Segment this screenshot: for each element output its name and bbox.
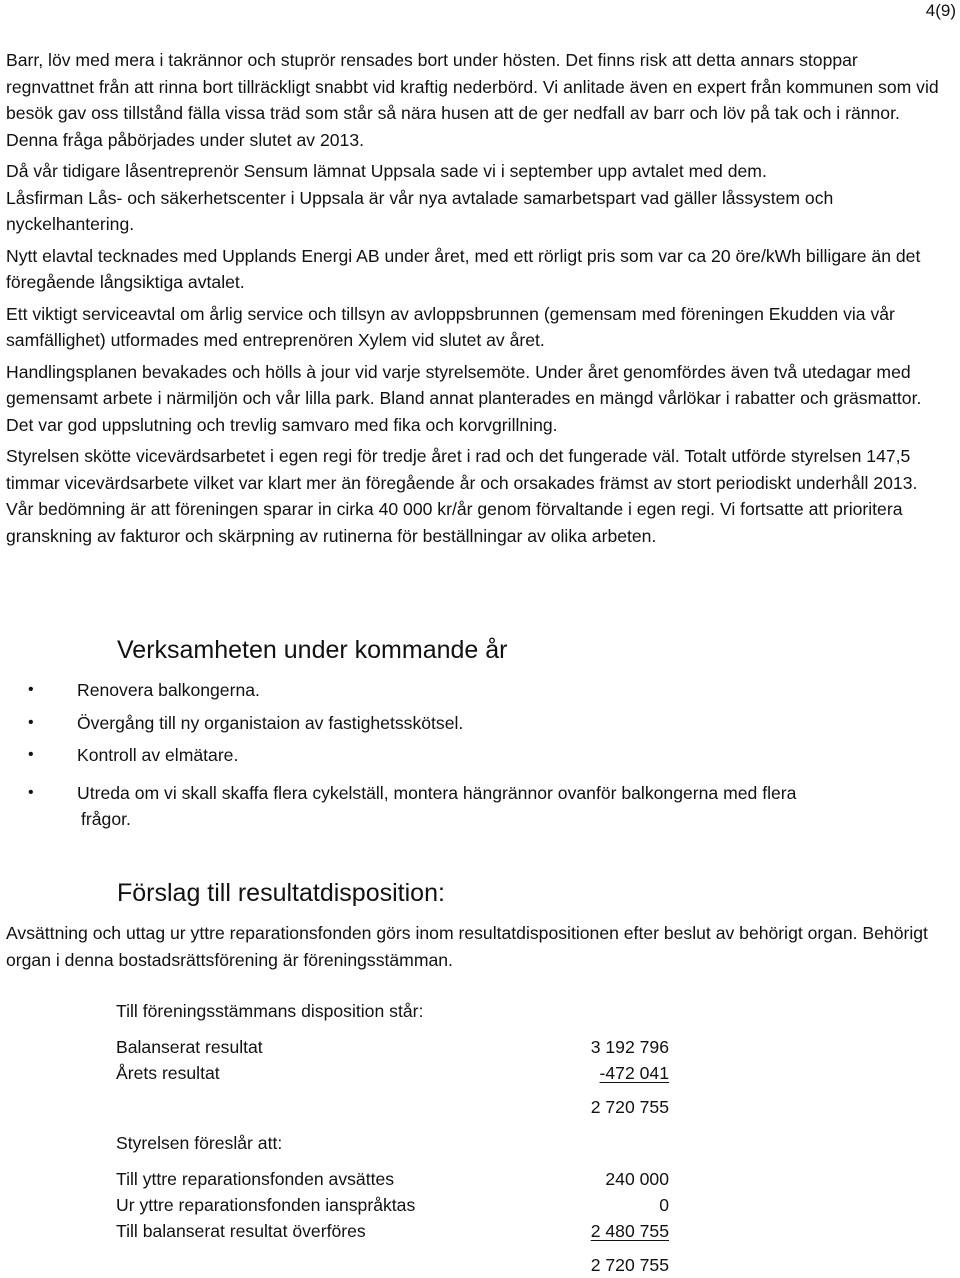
list-item bbox=[0, 742, 940, 769]
bullet-icon: • bbox=[28, 783, 34, 801]
fund-withdrawal-value: 0 bbox=[659, 1195, 669, 1215]
table-row bbox=[116, 1166, 676, 1192]
plans-list bbox=[0, 677, 940, 833]
paragraph-disposition-info: Avsättning och uttag ur yttre reparationsfonden görs inom resultatdispositionen efter beslut av behörigt organ. Behörigt organ i denna bostadsrättsförening är föreningsstämman. bbox=[6, 923, 928, 970]
paragraph-electricity: Nytt elavtal tecknades med Upplands Energi AB under året, med ett rörligt pris som var ca 20 öre/kWh billigare än det föregående långsiktiga avtalet. bbox=[6, 245, 921, 292]
paragraph-action-plan: Handlingsplanen bevakades och hölls à jour vid varje styrelsemöte. Under året genomfördes även två utedagar med gemensamt arbete i närmiljön och vår lilla park. Bland annat planterades en mängd vårlökar i rabatter och gräsmattor. Det var god uppslutning och trevlig samvaro med fika och korvgrillning. bbox=[6, 361, 922, 435]
bullet-icon: • bbox=[28, 681, 34, 698]
fund-allocation-value: 240 000 bbox=[605, 1169, 669, 1189]
board-proposal-title: Styrelsen föreslår att: bbox=[116, 1133, 283, 1153]
table-row bbox=[116, 1218, 676, 1244]
list-item-text: Övergång till ny organistaion av fastighetsskötsel. bbox=[77, 712, 464, 733]
bullet-icon: • bbox=[28, 713, 34, 731]
list-item-text: Renovera balkongerna. bbox=[77, 680, 260, 700]
disposition-table bbox=[116, 1034, 676, 1120]
paragraph-lock-company: Låsfirman Lås- och säkerhetscenter i Uppsala är vår nya avtalade samarbetspart vad gäller låssystem och nyckelhantering. bbox=[6, 187, 834, 234]
year-result-value: -472 041 bbox=[599, 1063, 669, 1083]
balanced-result-value: 3 192 796 bbox=[590, 1037, 669, 1057]
heading-coming-year: Verksamheten under kommande år bbox=[117, 636, 508, 664]
paragraph-lock-contractor: Då vår tidigare låsentreprenör Sensum lämnat Uppsala sade vi i september upp avtalet med dem. bbox=[6, 161, 767, 181]
year-result-label: Årets resultat bbox=[116, 1063, 220, 1083]
list-item-text-continuation: frågor. bbox=[81, 809, 131, 829]
paragraph-service-agreement: Ett viktigt serviceavtal om årlig service och tillsyn av avloppsbrunnen (gemensam med föreningen Ekudden via vår samfällighet) utformades med entreprenören Xylem vid slutet av året. bbox=[6, 303, 895, 350]
fund-allocation-label: Till yttre reparationsfonden avsättes bbox=[116, 1169, 395, 1189]
bullet-icon: • bbox=[28, 746, 34, 763]
table-row bbox=[116, 1060, 676, 1086]
paragraph-caretaker-work: Styrelsen skötte vicevärdsarbetet i egen regi för tredje året i rad och det fungerade väl. Totalt utförde styrelsen 147,5 timmar vicevärdsarbete vilket var klart mer än föregående år och orsakades främst av stort periodiskt underhåll 2013. Vår bedömning är att föreningen sparar in cirka 40 000 kr/år genom förvaltande i egen regi. Vi fortsatte att prioritera granskning av fakturor och skärpning av rutinerna för beställningar av olika arbeten. bbox=[6, 446, 918, 546]
carry-forward-value: 2 480 755 bbox=[590, 1221, 669, 1241]
balanced-result-label: Balanserat resultat bbox=[116, 1037, 263, 1057]
table-row bbox=[116, 1034, 676, 1060]
carry-forward-label: Till balanserat resultat överföres bbox=[116, 1221, 366, 1241]
activity-report-text bbox=[6, 47, 946, 549]
disposition-title: Till föreningsstämmans disposition står: bbox=[116, 1001, 424, 1021]
list-item bbox=[0, 710, 940, 737]
page-number: 4(9) bbox=[925, 1, 956, 20]
list-item bbox=[0, 780, 940, 833]
proposal-table bbox=[116, 1166, 676, 1278]
table-row bbox=[116, 1192, 676, 1218]
total-value: 2 720 755 bbox=[590, 1255, 669, 1275]
list-item-text: Utreda om vi skall skaffa flera cykelställ, montera hängrännor ovanför balkongerna med flera bbox=[77, 782, 797, 803]
list-item bbox=[0, 677, 940, 704]
heading-result-disposition: Förslag till resultatdisposition: bbox=[117, 879, 445, 907]
table-row bbox=[116, 1094, 676, 1120]
fund-withdrawal-label: Ur yttre reparationsfonden ianspråktas bbox=[116, 1195, 416, 1215]
paragraph-gutter-cleaning: Barr, löv med mera i takrännor och stuprör rensades bort under hösten. Det finns risk att detta annars stoppar regnvattnet från att rinna bort tillräckligt snabbt vid kraftig nederbörd. Vi anlitade även en expert från kommunen som vid besök gav oss tillstånd fälla vissa träd som står så nära husen att de ger nedfall av barr och löv på tak och i rännor. Denna fråga påbörjades under slutet av 2013. bbox=[6, 50, 939, 150]
table-row bbox=[116, 1252, 676, 1278]
subtotal-value: 2 720 755 bbox=[590, 1097, 669, 1117]
list-item-text: Kontroll av elmätare. bbox=[77, 745, 239, 765]
